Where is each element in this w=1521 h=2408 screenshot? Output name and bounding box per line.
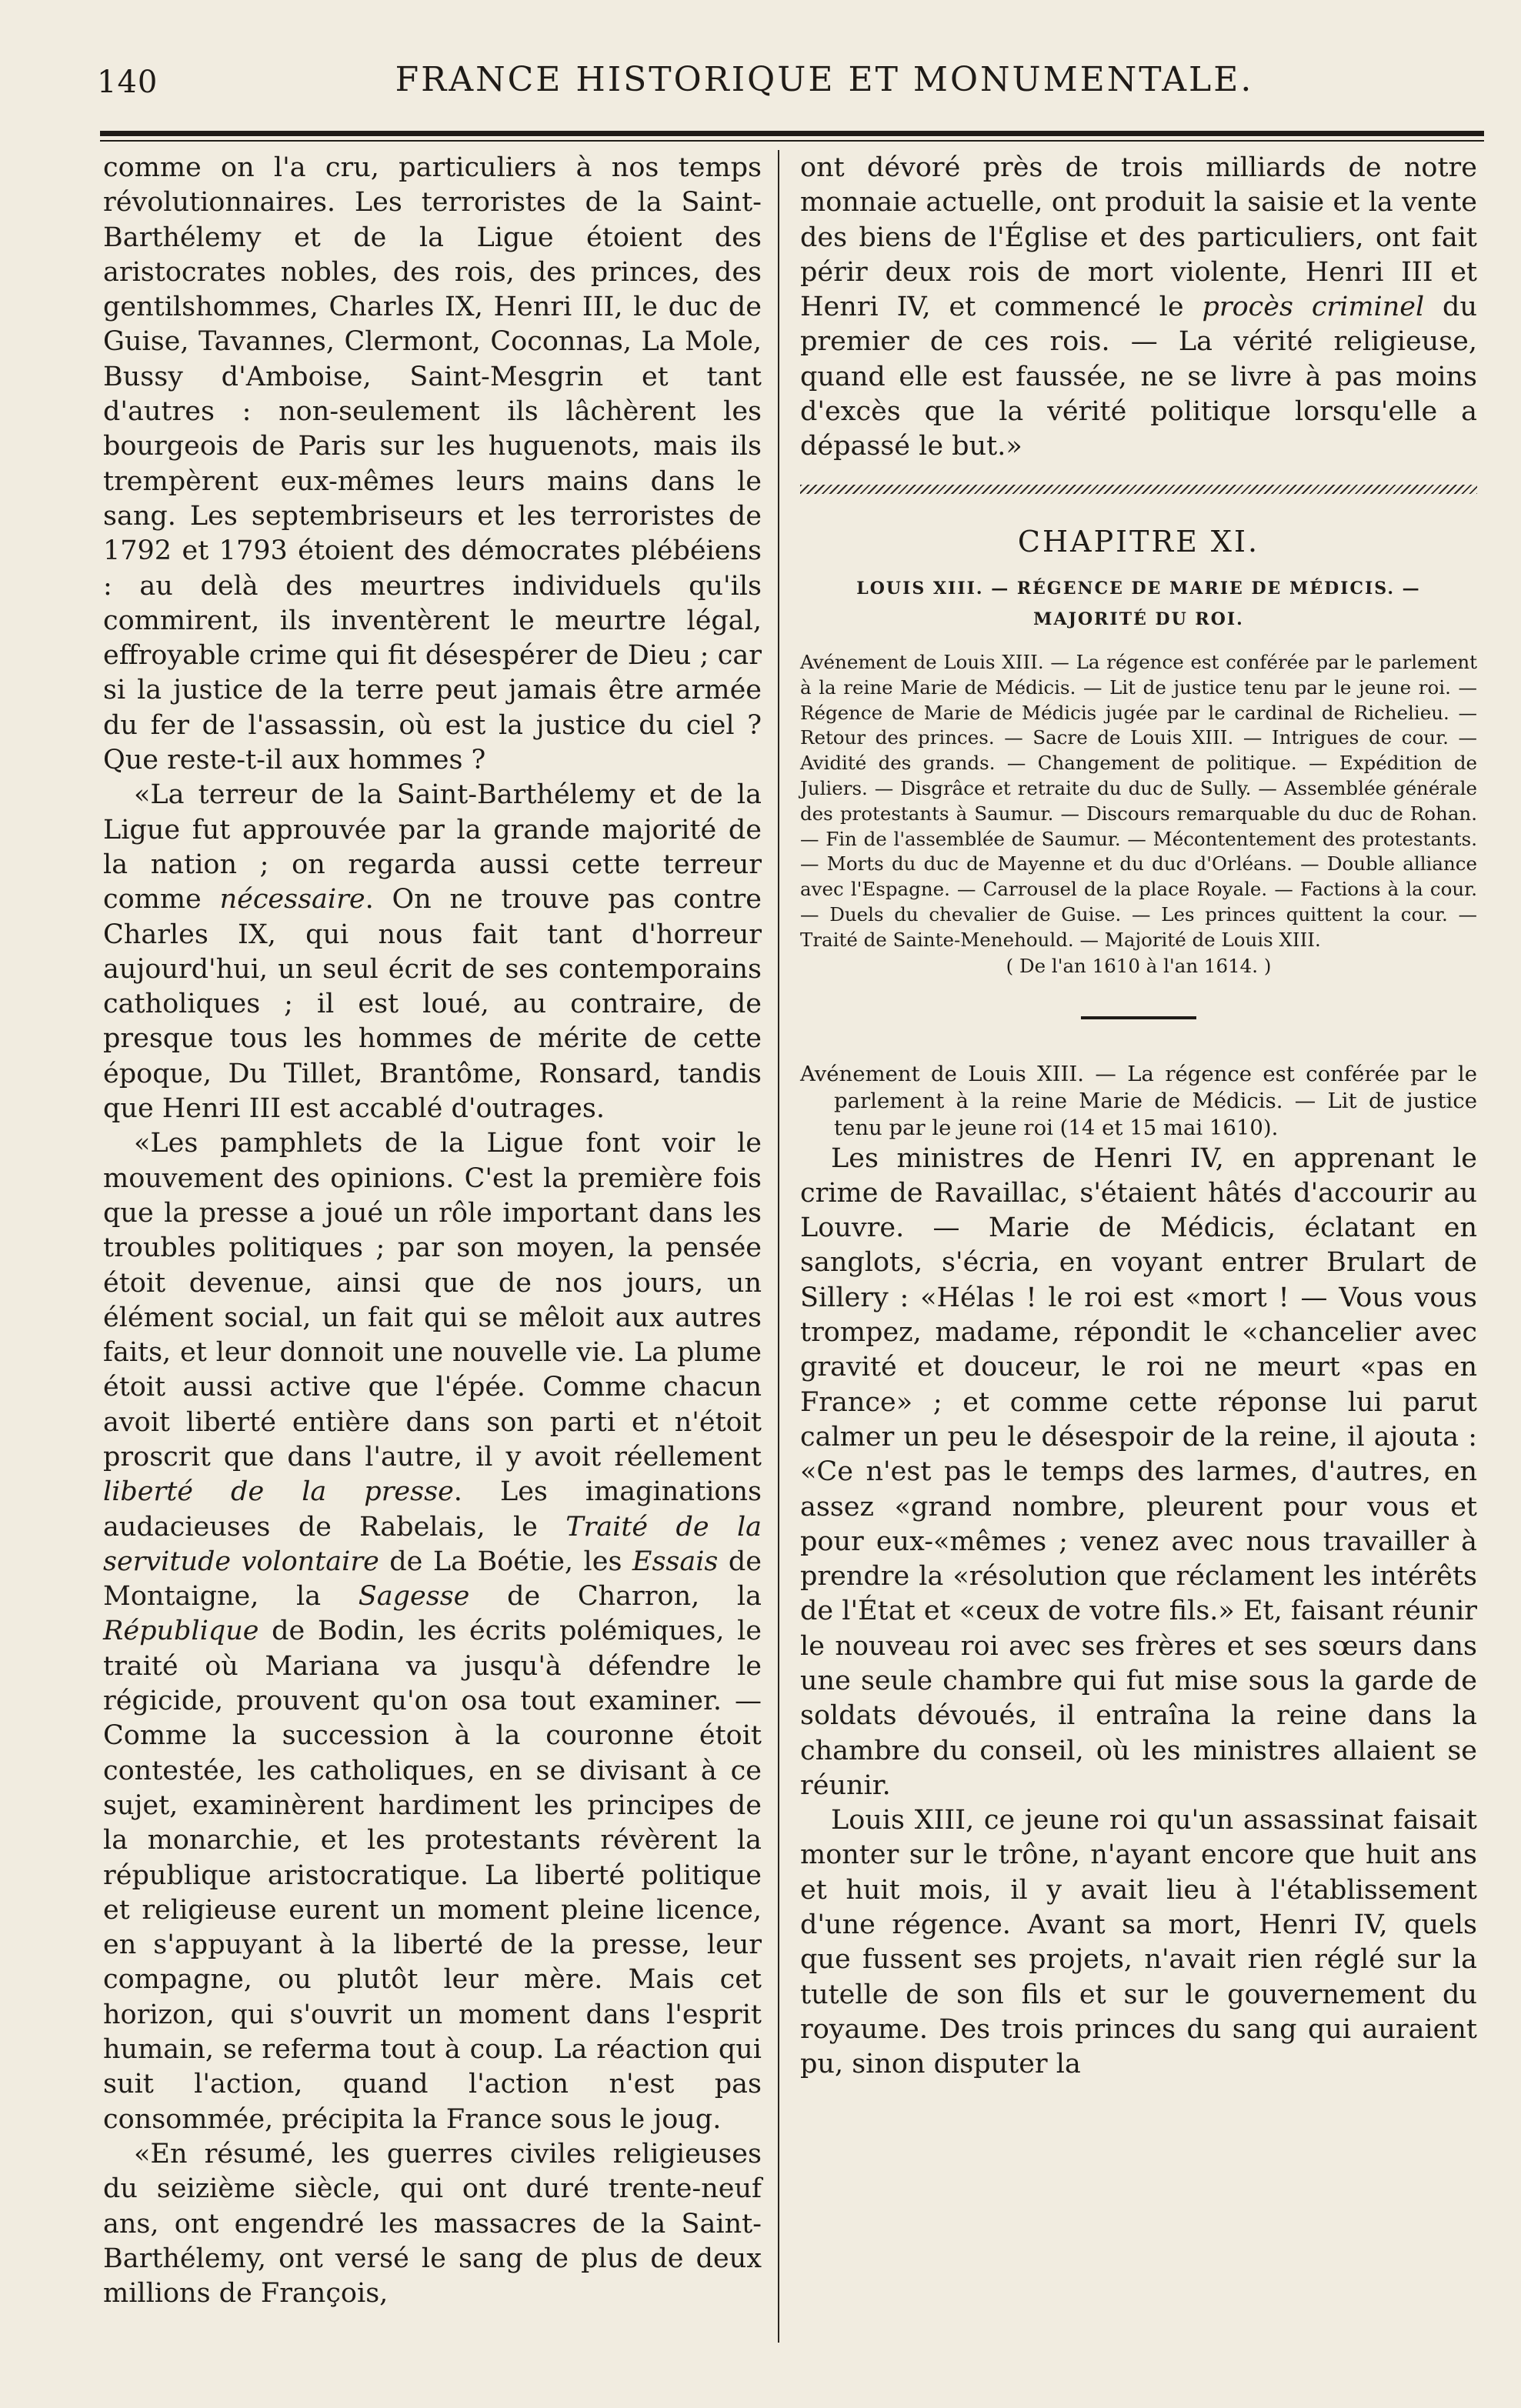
left-column: [103, 151, 762, 2311]
right-column: [800, 151, 1477, 2083]
italic-title: Sagesse: [358, 1581, 470, 1613]
paragraph: «La terreur de la Saint-Barthélemy et de la Ligue fut approuvée par la grande majorité de la nation ; on regarda aussi cette terreur comme nécessaire. On ne trouve pas contre Charles IX, qui nous fait tant d'horreur aujourd'hui, un seul écrit de ses contemporains catholiques ; il est loué, au contraire, de presque tous les hommes de mérite de cette époque, Du Tillet, Brantôme, Ronsard, tandis que Henri III est accablé d'outrages.: [103, 779, 762, 1125]
chapter-subtitle: LOUIS XIII. — RÉGENCE DE MARIE DE MÉDICIS. — MAJORITÉ DU ROI.: [856, 578, 1421, 629]
section-rule: [1081, 1016, 1196, 1019]
header-rule-thick: [100, 131, 1484, 136]
italic-term: procès criminel: [1202, 292, 1425, 323]
italic-title: Traité de la servitude volontaire: [103, 1511, 762, 1577]
paragraph: «En résumé, les guerres civiles religieuses du seizième siècle, qui ont duré trente-neuf ans, ont engendré les massacres de la Saint-Barthélemy, ont versé le sang de plus de deux millions de François,: [103, 2138, 762, 2310]
chapter-summary: Avénement de Louis XIII. — La régence est conférée par le parlement à la reine Marie de Médicis. — Lit de justice tenu par le jeune roi. — Régence de Marie de Médicis jugée par le cardinal de Richelieu. — Retour des princes. — Sacre de Louis XIII. — Intrigues de cour. — Avidité des grands. — Changement de politique. — Expédition de Juliers. — Disgrâce et retraite du duc de Sully. — Assemblée générale des protestants à Saumur. — Discours remarquable du duc de Rohan. — Fin de l'assemblée de Saumur. — Mécontentement des protestants. — Morts du duc de Mayenne et du duc d'Orléans. — Double alliance avec l'Espagne. — Carrousel de la place Royale. — Factions à la cour. — Duels du chevalier de Guise. — Les princes quittent la cour. — Traité de Sainte-Menehould. — Majorité de Louis XIII.: [800, 650, 1477, 951]
chapter-dates: ( De l'an 1610 à l'an 1614. ): [1006, 954, 1272, 977]
italic-term: liberté de la presse: [103, 1476, 454, 1508]
paragraph: Louis XIII, ce jeune roi qu'un assassinat faisait monter sur le trône, n'ayant encore que huit ans et huit mois, il y avait lieu à l'établissement d'une régence. Avant sa mort, Henri IV, quels que fussent ses projets, n'avait rien réglé sur la tutelle de son fils et sur le gouvernement du royaume. Des trois princes du sang qui auraient pu, sinon disputer la: [800, 1805, 1477, 2080]
italic-term: nécessaire: [219, 884, 365, 916]
italic-title: Essais: [632, 1546, 719, 1577]
header-rule-thin: [100, 140, 1484, 142]
italic-title: République: [103, 1616, 259, 1647]
paragraph: comme on l'a cru, particuliers à nos temps révolutionnaires. Les terroristes de la Saint-Barthélemy et de la Ligue étoient des aristocrates nobles, des rois, des princes, des gentilshommes, Charles IX, Henri III, le duc de Guise, Tavannes, Clermont, Coconnas, La Mole, Bussy d'Amboise, Saint-Mesgrin et tant d'autres : non-seulement ils lâchèrent les bourgeois de Paris sur les huguenots, mais ils trempèrent eux-mêmes leurs mains dans le sang. Les septembriseurs et les terroristes de 1792 et 1793 étoient des démocrates plébéiens : au delà des meurtres individuels qu'ils commirent, ils inventèrent le meurtre légal, effroyable crime qui fit désespérer de Dieu ; car si la justice de la terre peut jamais être armée du fer de l'assassin, où est la justice du ciel ? Que reste-t-il aux hommes ?: [103, 152, 762, 776]
paragraph: ont dévoré près de trois milliards de notre monnaie actuelle, ont produit la saisie et la vente des biens de l'Église et des particuliers, ont fait périr deux rois de mort violente, Henri III et Henri IV, et commencé le procès criminel du premier de ces rois. — La vérité religieuse, quand elle est faussée, ne se livre à pas moins d'excès que la vérité politique lorsqu'elle a dépassé le but.»: [800, 152, 1478, 462]
section-abstract: Avénement de Louis XIII. — La régence est conférée par le parlement à la reine Marie de Médicis. — Lit de justice tenu par le jeune roi (14 et 15 mai 1610).: [800, 1061, 1477, 1140]
ornamental-divider: [800, 485, 1477, 494]
chapter-title: CHAPITRE XI.: [1017, 524, 1260, 559]
paragraph: Les ministres de Henri IV, en apprenant le crime de Ravaillac, s'étaient hâtés d'accourir au Louvre. — Marie de Médicis, éclatant en sanglots, s'écria, en voyant entrer Brulart de Sillery : «Hélas ! le roi est «mort ! — Vous vous trompez, madame, répondit le «chancelier avec gravité et douceur, le roi ne meurt «pas en France» ; et comme cette réponse lui parut calmer un peu le désespoir de la reine, il ajouta : «Ce n'est pas le temps des larmes, d'autres, en assez «grand nombre, pleurent pour vous et pour eux-«mêmes ; venez avec nous travailler à prendre la «résolution que réclament les intérêts de l'État et «ceux de votre fils.» Et, faisant réunir le nouveau roi avec ses frères et ses sœurs dans une seule chambre qui fut mise sous la garde de soldats dévoués, il entraîna la reine dans la chambre du conseil, où les ministres allaient se réunir.: [800, 1142, 1477, 1801]
running-title: FRANCE HISTORIQUE ET MONUMENTALE.: [395, 60, 1254, 99]
page-header: [97, 60, 1483, 114]
page-number: 140: [97, 65, 158, 100]
column-divider: [778, 150, 779, 2343]
paragraph: «Les pamphlets de la Ligue font voir le mouvement des opinions. C'est la première fois que la presse a joué un rôle important dans les troubles politiques ; par son moyen, la pensée étoit devenue, ainsi que de nos jours, un élément social, un fait qui se mêloit aux autres faits, et leur donnoit une nouvelle vie. La plume étoit aussi active que l'épée. Comme chacun avoit liberté entière dans son parti et n'étoit proscrit que dans l'autre, il y avoit réellement liberté de la presse. Les imaginations audacieuses de Rabelais, le Traité de la servitude volontaire de La Boétie, les Essais de Montaigne, la Sagesse de Charron, la République de Bodin, les écrits polémiques, le traité où Mariana va jusqu'à défendre le régicide, prouvent qu'on osa tout examiner. — Comme la succession à la couronne étoit contestée, les catholiques, en se divisant à ce sujet, examinèrent hardiment les principes de la monarchie, et les protestants révèrent la république aristocratique. La liberté politique et religieuse eurent un moment pleine licence, en s'appuyant à la liberté de la presse, leur compagne, ou plutôt leur mère. Mais cet horizon, qui s'ouvrit un moment dans l'esprit humain, se referma tout à coup. La réaction qui suit l'action, quand l'action n'est pas consommée, précipita la France sous le joug.: [103, 1128, 762, 2135]
